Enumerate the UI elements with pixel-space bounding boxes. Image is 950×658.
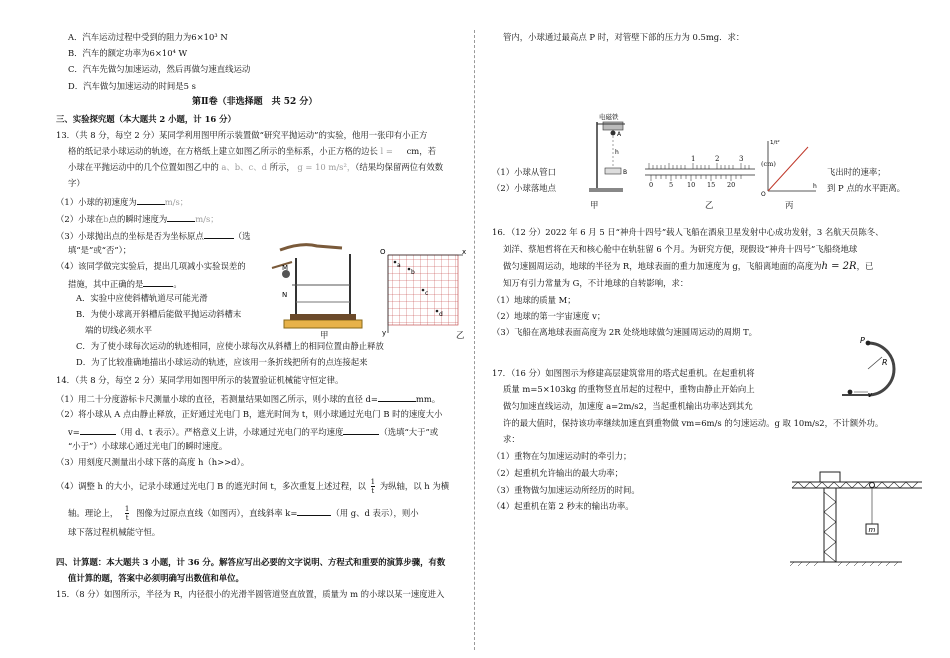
q13-fig-yi-label: 乙: [456, 330, 465, 340]
q14-sub3: （3）用刻度尺测量出小球下落的高度 h（h>>d）。: [56, 457, 250, 467]
base-tray: [290, 314, 356, 320]
scale-num-3: 3: [739, 155, 744, 163]
formula-points: a、b、c、d: [218, 162, 270, 172]
column-divider: [474, 30, 475, 650]
point-b: [408, 268, 411, 271]
option-c: C．汽车先做匀加速运动，然后再做匀速直线运动: [68, 64, 251, 74]
q14-sub2-v: v=: [68, 427, 80, 437]
label-B: B: [623, 169, 628, 176]
q15-line1: 15．（8 分）如图所示，半径为 R，内径很小的光滑半圆管道竖直放置，质量为 m 的小球以某一速度进入: [56, 589, 445, 599]
y-label: y: [382, 329, 387, 337]
vernier-num-5: 5: [669, 181, 674, 189]
label-P: P: [860, 336, 865, 345]
q14-sub4-theory: 轴。理论上，: [68, 508, 119, 518]
q16-line2: 刘洋、蔡旭哲将在天和核心舱中在轨驻留 6 个月。为研究方便，现假设“神舟十四号”飞船绕地球: [503, 244, 858, 254]
jib-truss: [792, 482, 918, 488]
fig-jia-label: 甲: [590, 200, 599, 210]
section4-title: 四、计算题：本大题共 3 小题，计 36 分。解答应写出必要的文字说明、方程式和重要的演算步骤，有数: [56, 557, 446, 567]
q17-line5: 求：: [503, 434, 520, 444]
q13-sub3-text: （3）小球抛出点的坐标是否为坐标原点: [56, 231, 204, 241]
q17-sub4: （4）起重机在第 2 秒末的输出功率。: [492, 501, 634, 511]
q13-sub3-line2: 填“是”或“否”）；: [68, 245, 132, 255]
q17-line2: 质量 m=5×103kg 的重物竖直吊起的过程中，重物由静止开始向上: [503, 384, 755, 394]
q13-line3-text: 小球在平抛运动中的几个位置如图乙中的: [68, 162, 219, 172]
q17-sub3: （3）重物做匀加速运动所经历的时间。: [492, 485, 640, 495]
fraction-denominator: t: [371, 487, 375, 495]
magnet-label: 电磁铁: [599, 113, 619, 121]
q13-apparatus-figure: [262, 240, 372, 340]
origin-label: O: [380, 248, 386, 256]
x-label: x: [462, 248, 467, 256]
q15-sub2-right: 到 P 点的水平距离。: [827, 183, 905, 193]
fraction-1-over-t2: [371, 478, 375, 495]
q13-option-d: D．为了比较准确地描出小球运动的轨迹，应该用一条折线把所有的点连接起来: [76, 357, 368, 367]
q14-sub4-tail2: （用 g、d 表示），则小: [331, 508, 419, 518]
trolley: [870, 483, 875, 488]
h-axis-label: h: [813, 183, 817, 190]
q14-sub4-tail: 为纵轴，以 h 为横: [379, 481, 450, 491]
vernier-num-10: 10: [687, 181, 696, 189]
q13-sub3-tail: （选: [233, 231, 251, 241]
q13-sub1-text: （1）小球的初速度为: [56, 197, 137, 207]
q14-sub2: （2）将小球从 A 点由静止释放，正好通过光电门 B，遮光时间为 t，则小球通过光电门 B 时的速度大小: [56, 409, 443, 419]
scale-num-2: 2: [715, 155, 720, 163]
q16-sub1: （1）地球的质量 M；: [492, 295, 576, 305]
q14-sub4-line2: [68, 505, 419, 522]
q14-sub1-text: （1）用二十分度游标卡尺测量小球的直径，若测量结果如图乙所示，则小球的直径 d=: [56, 394, 378, 404]
q13-line2: [68, 146, 436, 157]
q15-sub2: （2）小球落地点: [492, 183, 556, 193]
q13-option-b-line2: 端的切线必须水平: [85, 325, 152, 335]
q13-line1: 13．（共 8 分，每空 2 分）某同学利用图甲所示装置做“研究平抛运动”的实验，他用一张印有小正方: [56, 130, 428, 140]
q13-line2-text: 格的纸记录小球运动的轨迹，在方格纸上建立如图乙所示的坐标系，小正方格的边长: [68, 146, 378, 156]
q13-option-a: A．实验中应使斜槽轨道尽可能光滑: [76, 293, 208, 303]
q17-sub1: （1）重物在匀加速运动时的牵引力；: [492, 451, 632, 461]
q13-sub2-text2: 点的瞬时速度为: [108, 214, 168, 224]
q16-line1: 16．（12 分）2022 年 6 月 5 日“神舟十四号”载人飞船在酒泉卫星发射中心成功发射，3 名航天员陈冬、: [492, 227, 884, 237]
q14-sub4: [56, 478, 449, 495]
ball-at-P: [866, 341, 871, 346]
q13-sub3: [56, 229, 250, 242]
q14-sub2-line3: “小于”）小球球心通过光电门的瞬时速度。: [68, 441, 228, 451]
ground-hatching: [790, 562, 898, 566]
fraction-denominator-b: t: [125, 514, 129, 522]
fig-yi-label: 乙: [705, 200, 714, 210]
q13-sub2-text: （2）小球在: [56, 214, 104, 224]
chute-track: [280, 245, 342, 250]
q15-sub1-right: 飞出时的速率；: [827, 167, 886, 177]
q13-sub2: [56, 212, 219, 225]
answer-blank-8[interactable]: [297, 506, 331, 516]
point-c: [422, 289, 425, 292]
q14-sub2-tail: （选填“大于”或: [379, 427, 439, 437]
q13-sub4-text: 措施，其中正确的是: [68, 279, 144, 289]
label-c: c: [425, 290, 429, 297]
label-b: b: [411, 269, 415, 276]
answer-blank-1[interactable]: [137, 195, 165, 205]
scale-num-1: 1: [691, 155, 696, 163]
q13-line2-unit: cm，若: [406, 146, 436, 156]
answer-blank-2[interactable]: [167, 212, 195, 222]
fraction-numerator-b: 1: [124, 505, 130, 513]
formula-l: l =: [377, 146, 407, 156]
q16-line3-tail: ，已: [856, 261, 874, 271]
q17-line3: 做匀加速直线运动，加速度 a=2m/s2，当起重机输出功率达到其允: [503, 401, 753, 411]
q14-sub2-mid: （用 d、t 表示）。严格意义上讲，小球通过光电门的平均速度: [115, 427, 344, 437]
point-a: [394, 261, 397, 264]
q14-line1: 14．（共 8 分，每空 2 分）某同学用如图甲所示的装置验证机械能守恒定律。: [56, 375, 344, 385]
option-b: B．汽车的额定功率为6×10⁴ W: [68, 48, 188, 58]
q13-fig-jia-label: 甲: [320, 330, 329, 340]
q13-line3-shown: 所示，: [269, 162, 295, 172]
option-a: A．汽车运动过程中受到的阻力为6×10³ N: [68, 32, 228, 42]
q14-sub4-line3: 球下落过程机械能守恒。: [68, 527, 161, 537]
q13-sub1-unit: m/s；: [164, 197, 189, 207]
vernier-num-0: 0: [649, 181, 654, 189]
vernier-num-20: 20: [727, 181, 736, 189]
q13-sub4: （4）该同学做完实验后，提出几项减小实验误差的: [56, 261, 246, 271]
base-board: [284, 320, 362, 328]
fraction-numerator: 1: [370, 478, 376, 486]
vernier-caliper-figure: [645, 155, 776, 195]
caliper-scales: [645, 163, 755, 183]
vernier-num-15: 15: [707, 181, 716, 189]
formula-g: g = 10 m/s²，: [294, 162, 356, 172]
label-M: M: [282, 264, 289, 272]
section2-title: 第Ⅱ卷（非选择题 共 52 分）: [192, 97, 318, 107]
electromagnet: [603, 122, 623, 130]
section4-title-line2: 值计算的题，答案中必须明确写出数值和单位。: [68, 573, 244, 583]
answer-blank-6[interactable]: [80, 425, 116, 435]
fig-bing-label: 丙: [785, 200, 794, 210]
q14-sub2-line2: [68, 425, 438, 438]
cab-top: [820, 472, 840, 482]
label-h: h: [615, 149, 619, 156]
fraction-1-over-t2-b: [125, 505, 129, 522]
label-m: m: [868, 526, 876, 534]
q14-sub1-unit: mm。: [415, 394, 441, 404]
answer-blank-3[interactable]: [204, 229, 234, 239]
q13-line3-note: （结果均保留两位有效数: [355, 162, 444, 172]
q13-sub4-end: 。: [173, 279, 182, 289]
q16-sub3: （3）飞船在离地球表面高度为 2R 处绕地球做匀速圆周运动的周期 T。: [492, 327, 758, 337]
q17-line4: 许的最大值时，保持该功率继续加速直到重物做 vm=6m/s 的匀速运动。g 取 10m/s2，不计额外功。: [503, 418, 884, 428]
section3-title: 三、实验探究题（本大题共 2 小题，计 16 分）: [56, 114, 236, 124]
q14-sub1: [56, 392, 440, 405]
half-pipe-figure: [838, 335, 928, 401]
point-b-label: b: [103, 214, 109, 224]
q13-grid-figure: [378, 245, 468, 337]
y-axis-label: 1/t²: [770, 140, 780, 146]
q17-sub2: （2）起重机允许输出的最大功率；: [492, 468, 623, 478]
proportional-line: [768, 147, 808, 191]
label-a: a: [397, 262, 401, 269]
origin-O: O: [761, 191, 766, 197]
stand-base: [589, 188, 623, 192]
photogate: [605, 168, 621, 174]
point-d: [436, 310, 439, 313]
semicircle-tube: [868, 343, 894, 395]
q13-line3: [68, 162, 443, 173]
q16-sub2: （2）地球的第一宇宙速度 v；: [492, 311, 606, 321]
q17-line1: 17．（16 分）如图图示为修建高层建筑常用的塔式起重机。在起重机将: [492, 368, 755, 378]
q16-line3: [503, 261, 873, 272]
height-formula: h = 2R: [821, 261, 857, 272]
q15-sub1: （1）小球从管口: [492, 167, 556, 177]
radius-line: [868, 357, 882, 369]
answer-blank-7[interactable]: [343, 425, 379, 435]
option-d: D．汽车做匀加速运动的时间是5 s: [68, 81, 196, 91]
q13-sub1: [56, 195, 188, 208]
q15-line2: 管内，小球通过最高点 P 时，对管壁下部的压力为 0.5mg．求：: [503, 32, 745, 42]
q14-sub4-text: （4）调整 h 的大小，记录小球通过光电门 B 的遮光时间 t，多次重复上述过程，以: [56, 481, 366, 491]
label-N: N: [282, 291, 288, 299]
tower-truss: [824, 492, 836, 562]
scale-unit: (cm): [761, 160, 776, 168]
tower-crane-figure: [790, 462, 925, 574]
label-R: R: [882, 358, 888, 367]
answer-blank-4[interactable]: [143, 277, 173, 287]
main-scale-ticks: [649, 163, 749, 169]
photogate-apparatus-figure: [585, 110, 645, 198]
q16-line3-text: 做匀速圆周运动，地球的半径为 R，地球表面的重力加速度为 g，飞船离地面的高度为: [503, 261, 822, 271]
ball-entry: [848, 390, 853, 395]
q13-sub4-line2: [68, 277, 182, 290]
q14-sub4-graph: 图像为过原点直线（如图丙），直线斜率 k=: [136, 508, 298, 518]
graph-bing-figure: [760, 137, 820, 197]
ball-icon: [611, 131, 616, 136]
q13-sub2-unit: m/s；: [195, 214, 219, 224]
q13-option-c: C．为了使小球每次运动的轨迹相同，应使小球每次从斜槽上的相同位置由静止释放: [76, 341, 384, 351]
q13-line4: 字）: [68, 178, 85, 188]
answer-blank-5[interactable]: [378, 392, 416, 402]
label-d: d: [439, 311, 443, 318]
label-v: v: [868, 391, 873, 399]
q16-line4: 知万有引力常量为 G，不计地球的自转影响，求：: [503, 278, 689, 288]
q13-option-b: B．为使小球离开斜槽后能做平抛运动斜槽末: [76, 309, 242, 319]
label-A: A: [617, 131, 622, 138]
